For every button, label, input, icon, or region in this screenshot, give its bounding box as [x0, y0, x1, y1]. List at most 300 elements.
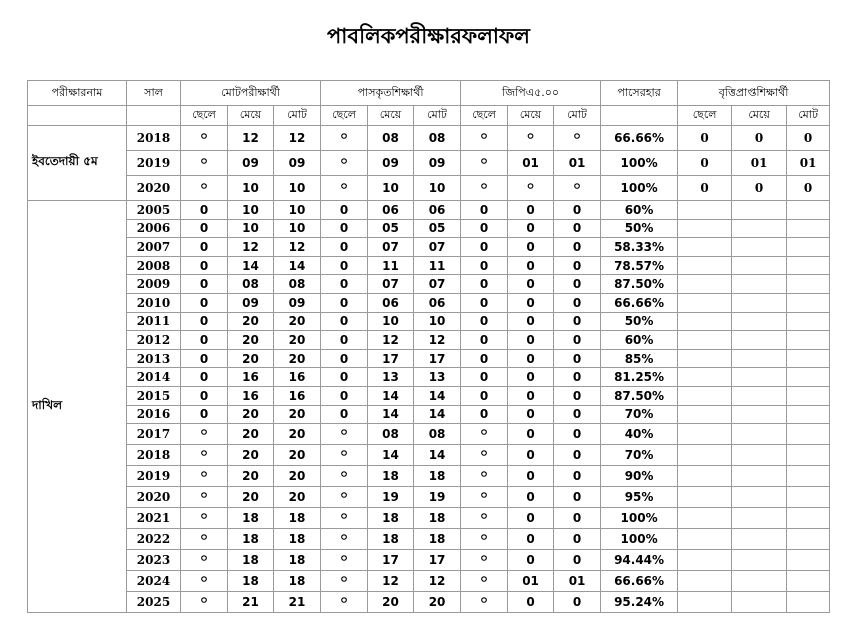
- total-girls-cell: 09: [228, 293, 274, 312]
- scholar-girls-cell: [732, 466, 787, 487]
- table-row: [28, 151, 830, 176]
- passed-students-header: পাসকৃতশিক্ষার্থী: [321, 81, 461, 106]
- gpa-girls-cell: 0: [508, 405, 554, 424]
- total-girls-cell: 20: [228, 331, 274, 350]
- gpa-girls-cell: 0: [508, 238, 554, 257]
- scholar-total-cell: 0: [787, 176, 830, 201]
- scholar-girls-cell: 0: [732, 176, 787, 201]
- passed-boys-cell: ০: [321, 550, 368, 571]
- gpa-girls-cell: 0: [508, 386, 554, 405]
- scholar-girls-cell: [732, 487, 787, 508]
- total-girls-cell: 10: [228, 201, 274, 220]
- total-girls-cell: 20: [228, 349, 274, 368]
- total-girls-cell: 12: [228, 126, 274, 151]
- table-row: [28, 176, 830, 201]
- scholar-girls-cell: [732, 275, 787, 294]
- passed-boys-cell: ০: [321, 424, 368, 445]
- passed-total-cell: 09: [414, 151, 461, 176]
- boy-header: ছেলে: [181, 106, 228, 126]
- year-cell: 2012: [127, 331, 181, 350]
- gpa-boys-cell: ০: [461, 445, 508, 466]
- pass-rate-cell: 95.24%: [601, 592, 678, 613]
- total-girls-cell: 20: [228, 487, 274, 508]
- passed-boys-cell: ০: [321, 487, 368, 508]
- passed-total-cell: 06: [414, 201, 461, 220]
- table-row: [28, 571, 830, 592]
- total-girls-cell: 20: [228, 405, 274, 424]
- girl-header: মেয়ে: [508, 106, 554, 126]
- total-boys-cell: ০: [181, 571, 228, 592]
- passed-total-cell: 05: [414, 219, 461, 238]
- scholar-girls-cell: [732, 256, 787, 275]
- table-row: [28, 331, 830, 350]
- table-row: [28, 529, 830, 550]
- passed-girls-cell: 18: [368, 529, 414, 550]
- gpa-boys-cell: ০: [461, 550, 508, 571]
- passed-girls-cell: 07: [368, 275, 414, 294]
- year-cell: 2019: [127, 151, 181, 176]
- total-boys-cell: 0: [181, 349, 228, 368]
- scholar-boys-cell: [678, 312, 732, 331]
- gpa-girls-cell: 01: [508, 571, 554, 592]
- scholar-boys-cell: [678, 256, 732, 275]
- scholar-girls-cell: [732, 592, 787, 613]
- total-girls-cell: 21: [228, 592, 274, 613]
- total-header: মোট: [274, 106, 321, 126]
- exam-name-cell: ইবতেদায়ী ৫ম: [28, 126, 127, 201]
- total-girls-cell: 14: [228, 256, 274, 275]
- total-examinees-header: মোটপরীক্ষার্থী: [181, 81, 321, 106]
- exam-name-header: পরীক্ষারনাম: [28, 81, 127, 106]
- scholar-girls-cell: 0: [732, 126, 787, 151]
- gpa-boys-cell: ০: [461, 508, 508, 529]
- scholar-boys-cell: [678, 592, 732, 613]
- girl-header: মেয়ে: [732, 106, 787, 126]
- table-row: [28, 386, 830, 405]
- table-row: [28, 445, 830, 466]
- passed-boys-cell: ০: [321, 445, 368, 466]
- passed-total-cell: 12: [414, 571, 461, 592]
- passed-boys-cell: ০: [321, 508, 368, 529]
- pass-rate-cell: 100%: [601, 508, 678, 529]
- total-boys-cell: ০: [181, 508, 228, 529]
- passed-boys-cell: 0: [321, 275, 368, 294]
- total-girls-cell: 09: [228, 151, 274, 176]
- total-all-cell: 08: [274, 275, 321, 294]
- total-all-cell: 20: [274, 487, 321, 508]
- year-cell: 2018: [127, 445, 181, 466]
- passed-total-cell: 11: [414, 256, 461, 275]
- scholar-girls-cell: [732, 368, 787, 387]
- gpa-total-cell: 0: [554, 487, 601, 508]
- gpa-boys-cell: ০: [461, 126, 508, 151]
- pass-rate-cell: 70%: [601, 405, 678, 424]
- year-cell: 2024: [127, 571, 181, 592]
- gpa-boys-cell: 0: [461, 349, 508, 368]
- gpa-total-cell: 0: [554, 238, 601, 257]
- scholar-total-cell: [787, 219, 830, 238]
- passed-girls-cell: 14: [368, 405, 414, 424]
- table-row: [28, 126, 830, 151]
- total-boys-cell: 0: [181, 331, 228, 350]
- scholar-girls-cell: [732, 424, 787, 445]
- scholar-total-cell: [787, 405, 830, 424]
- scholar-boys-cell: [678, 368, 732, 387]
- year-cell: 2016: [127, 405, 181, 424]
- passed-girls-cell: 18: [368, 466, 414, 487]
- year-cell: 2010: [127, 293, 181, 312]
- passed-girls-cell: 14: [368, 445, 414, 466]
- gpa-boys-cell: 0: [461, 275, 508, 294]
- passed-boys-cell: ০: [321, 529, 368, 550]
- passed-total-cell: 18: [414, 466, 461, 487]
- passed-girls-cell: 20: [368, 592, 414, 613]
- scholar-boys-cell: [678, 293, 732, 312]
- gpa-girls-cell: 0: [508, 256, 554, 275]
- gpa-girls-cell: 0: [508, 508, 554, 529]
- passed-girls-cell: 12: [368, 331, 414, 350]
- gpa-boys-cell: ০: [461, 424, 508, 445]
- scholar-total-cell: [787, 293, 830, 312]
- table-row: [28, 424, 830, 445]
- passed-girls-cell: 10: [368, 312, 414, 331]
- scholar-total-cell: [787, 592, 830, 613]
- total-girls-cell: 18: [228, 571, 274, 592]
- passed-total-cell: 07: [414, 238, 461, 257]
- scholar-boys-cell: 0: [678, 126, 732, 151]
- total-boys-cell: 0: [181, 405, 228, 424]
- total-boys-cell: ০: [181, 529, 228, 550]
- scholar-total-cell: [787, 256, 830, 275]
- gpa-total-cell: 0: [554, 424, 601, 445]
- total-all-cell: 18: [274, 571, 321, 592]
- gpa-girls-cell: 0: [508, 529, 554, 550]
- total-girls-cell: 20: [228, 445, 274, 466]
- scholar-girls-cell: [732, 349, 787, 368]
- year-cell: 2020: [127, 176, 181, 201]
- year-cell: 2025: [127, 592, 181, 613]
- gpa-total-cell: 0: [554, 331, 601, 350]
- pass-rate-cell: 50%: [601, 312, 678, 331]
- scholar-boys-cell: [678, 219, 732, 238]
- passed-total-cell: 18: [414, 529, 461, 550]
- scholar-total-cell: [787, 331, 830, 350]
- total-girls-cell: 16: [228, 368, 274, 387]
- total-all-cell: 20: [274, 466, 321, 487]
- passed-girls-cell: 17: [368, 550, 414, 571]
- passed-girls-cell: 05: [368, 219, 414, 238]
- scholar-boys-cell: [678, 424, 732, 445]
- gpa-boys-cell: 0: [461, 293, 508, 312]
- girl-header: মেয়ে: [368, 106, 414, 126]
- scholar-girls-cell: [732, 386, 787, 405]
- pass-rate-cell: 94.44%: [601, 550, 678, 571]
- pass-rate-header: পাসেরহার: [601, 81, 678, 106]
- pass-rate-cell: 60%: [601, 201, 678, 220]
- total-boys-cell: ০: [181, 466, 228, 487]
- scholar-boys-cell: 0: [678, 176, 732, 201]
- scholar-boys-cell: [678, 466, 732, 487]
- passed-girls-cell: 10: [368, 176, 414, 201]
- passed-total-cell: 14: [414, 405, 461, 424]
- passed-total-cell: 14: [414, 445, 461, 466]
- gpa-boys-cell: ০: [461, 466, 508, 487]
- total-all-cell: 20: [274, 349, 321, 368]
- pass-rate-cell: 40%: [601, 424, 678, 445]
- gpa-boys-cell: ০: [461, 176, 508, 201]
- gpa-boys-cell: ০: [461, 571, 508, 592]
- passed-total-cell: 10: [414, 312, 461, 331]
- total-boys-cell: 0: [181, 312, 228, 331]
- scholar-boys-cell: [678, 201, 732, 220]
- exam-name-cell: দাখিল: [28, 201, 127, 613]
- scholar-boys-cell: [678, 550, 732, 571]
- pass-rate-cell: 66.66%: [601, 571, 678, 592]
- gpa-girls-cell: 0: [508, 275, 554, 294]
- total-girls-cell: 16: [228, 386, 274, 405]
- total-girls-cell: 18: [228, 508, 274, 529]
- total-all-cell: 20: [274, 445, 321, 466]
- total-boys-cell: ০: [181, 445, 228, 466]
- gpa-boys-cell: 0: [461, 201, 508, 220]
- total-girls-cell: 20: [228, 424, 274, 445]
- pass-rate-cell: 100%: [601, 151, 678, 176]
- table-row: [28, 405, 830, 424]
- scholar-girls-cell: [732, 405, 787, 424]
- scholar-total-cell: [787, 275, 830, 294]
- total-boys-cell: 0: [181, 275, 228, 294]
- total-header: মোট: [414, 106, 461, 126]
- passed-girls-cell: 06: [368, 293, 414, 312]
- scholar-total-cell: [787, 312, 830, 331]
- scholarship-header: বৃত্তিপ্রাপ্তশিক্ষার্থী: [678, 81, 830, 106]
- gpa-boys-cell: 0: [461, 312, 508, 331]
- year-cell: 2017: [127, 424, 181, 445]
- gpa-boys-cell: ০: [461, 592, 508, 613]
- scholar-girls-cell: [732, 293, 787, 312]
- total-girls-cell: 10: [228, 176, 274, 201]
- gpa-boys-cell: 0: [461, 405, 508, 424]
- scholar-total-cell: [787, 368, 830, 387]
- total-boys-cell: ০: [181, 151, 228, 176]
- passed-boys-cell: 0: [321, 312, 368, 331]
- scholar-girls-cell: [732, 219, 787, 238]
- total-boys-cell: 0: [181, 201, 228, 220]
- passed-girls-cell: 13: [368, 368, 414, 387]
- table-row: [28, 592, 830, 613]
- passed-total-cell: 08: [414, 126, 461, 151]
- pass-rate-cell: 78.57%: [601, 256, 678, 275]
- scholar-total-cell: [787, 424, 830, 445]
- passed-girls-cell: 18: [368, 508, 414, 529]
- year-cell: 2006: [127, 219, 181, 238]
- gpa-girls-cell: 0: [508, 466, 554, 487]
- total-all-cell: 16: [274, 368, 321, 387]
- total-boys-cell: ০: [181, 487, 228, 508]
- pass-rate-cell: 95%: [601, 487, 678, 508]
- scholar-total-cell: [787, 238, 830, 257]
- scholar-boys-cell: [678, 445, 732, 466]
- gpa-total-cell: 0: [554, 368, 601, 387]
- total-all-cell: 10: [274, 176, 321, 201]
- pass-rate-cell: 87.50%: [601, 275, 678, 294]
- boy-header: ছেলে: [321, 106, 368, 126]
- passed-total-cell: 17: [414, 550, 461, 571]
- pass-rate-cell: 85%: [601, 349, 678, 368]
- passed-girls-cell: 08: [368, 424, 414, 445]
- scholar-girls-cell: [732, 529, 787, 550]
- scholar-total-cell: [787, 508, 830, 529]
- gpa-total-cell: 0: [554, 386, 601, 405]
- passed-total-cell: 08: [414, 424, 461, 445]
- total-boys-cell: 0: [181, 238, 228, 257]
- total-all-cell: 18: [274, 508, 321, 529]
- pass-rate-cell: 100%: [601, 529, 678, 550]
- scholar-boys-cell: [678, 571, 732, 592]
- gpa-girls-cell: 0: [508, 487, 554, 508]
- dakhil-group: [28, 201, 830, 613]
- gpa-boys-cell: 0: [461, 386, 508, 405]
- gpa-girls-cell: 0: [508, 424, 554, 445]
- gpa-total-cell: 0: [554, 275, 601, 294]
- pass-rate-cell: 60%: [601, 331, 678, 350]
- ibtedayi-group: [28, 126, 830, 201]
- table-row: [28, 312, 830, 331]
- total-all-cell: 18: [274, 529, 321, 550]
- total-boys-cell: 0: [181, 368, 228, 387]
- passed-boys-cell: 0: [321, 405, 368, 424]
- total-all-cell: 20: [274, 331, 321, 350]
- passed-girls-cell: 17: [368, 349, 414, 368]
- gpa-girls-cell: ০: [508, 126, 554, 151]
- gpa-total-cell: 0: [554, 445, 601, 466]
- scholar-total-cell: [787, 550, 830, 571]
- scholar-girls-cell: [732, 238, 787, 257]
- pass-rate-cell: 50%: [601, 219, 678, 238]
- scholar-boys-cell: [678, 349, 732, 368]
- year-cell: 2023: [127, 550, 181, 571]
- passed-girls-cell: 06: [368, 201, 414, 220]
- total-all-cell: 16: [274, 386, 321, 405]
- total-all-cell: 18: [274, 550, 321, 571]
- total-header: মোট: [787, 106, 830, 126]
- passed-boys-cell: 0: [321, 238, 368, 257]
- gpa-total-cell: 0: [554, 219, 601, 238]
- total-all-cell: 20: [274, 312, 321, 331]
- total-girls-cell: 10: [228, 219, 274, 238]
- total-boys-cell: ০: [181, 126, 228, 151]
- gpa-boys-cell: 0: [461, 238, 508, 257]
- scholar-total-cell: [787, 571, 830, 592]
- year-cell: 2007: [127, 238, 181, 257]
- gpa-boys-cell: ০: [461, 151, 508, 176]
- passed-girls-cell: 08: [368, 126, 414, 151]
- total-boys-cell: 0: [181, 256, 228, 275]
- scholar-total-cell: [787, 466, 830, 487]
- year-cell: 2011: [127, 312, 181, 331]
- scholar-girls-cell: [732, 550, 787, 571]
- gpa-girls-cell: 0: [508, 592, 554, 613]
- passed-total-cell: 20: [414, 592, 461, 613]
- pass-rate-cell: 100%: [601, 176, 678, 201]
- table-row: [28, 293, 830, 312]
- scholar-boys-cell: [678, 487, 732, 508]
- scholar-boys-cell: [678, 275, 732, 294]
- header-row: [28, 81, 830, 106]
- scholar-total-cell: 0: [787, 126, 830, 151]
- total-boys-cell: ০: [181, 424, 228, 445]
- passed-boys-cell: ০: [321, 466, 368, 487]
- results-table: [27, 80, 830, 613]
- total-all-cell: 09: [274, 293, 321, 312]
- scholar-boys-cell: [678, 331, 732, 350]
- empty-cell: [28, 106, 127, 126]
- year-cell: 2009: [127, 275, 181, 294]
- passed-girls-cell: 11: [368, 256, 414, 275]
- year-cell: 2021: [127, 508, 181, 529]
- gpa-boys-cell: 0: [461, 219, 508, 238]
- passed-total-cell: 07: [414, 275, 461, 294]
- pass-rate-cell: 70%: [601, 445, 678, 466]
- gpa-boys-cell: ০: [461, 487, 508, 508]
- total-all-cell: 20: [274, 424, 321, 445]
- scholar-total-cell: [787, 201, 830, 220]
- year-cell: 2005: [127, 201, 181, 220]
- gpa-total-cell: 01: [554, 571, 601, 592]
- pass-rate-cell: 66.66%: [601, 126, 678, 151]
- gpa-boys-cell: ০: [461, 529, 508, 550]
- gpa-boys-cell: 0: [461, 331, 508, 350]
- scholar-total-cell: [787, 487, 830, 508]
- total-all-cell: 21: [274, 592, 321, 613]
- scholar-total-cell: [787, 386, 830, 405]
- gpa-girls-cell: 0: [508, 201, 554, 220]
- year-cell: 2019: [127, 466, 181, 487]
- year-cell: 2018: [127, 126, 181, 151]
- scholar-girls-cell: [732, 201, 787, 220]
- gpa-total-cell: 0: [554, 312, 601, 331]
- scholar-total-cell: [787, 529, 830, 550]
- pass-rate-cell: 66.66%: [601, 293, 678, 312]
- table-row: [28, 219, 830, 238]
- table-row: [28, 466, 830, 487]
- total-boys-cell: ০: [181, 592, 228, 613]
- passed-boys-cell: ০: [321, 151, 368, 176]
- scholar-girls-cell: [732, 331, 787, 350]
- gpa-total-cell: ০: [554, 176, 601, 201]
- gpa-girls-cell: 0: [508, 293, 554, 312]
- passed-boys-cell: ০: [321, 176, 368, 201]
- table-row: [28, 508, 830, 529]
- passed-boys-cell: ০: [321, 592, 368, 613]
- total-all-cell: 12: [274, 126, 321, 151]
- total-boys-cell: ০: [181, 550, 228, 571]
- empty-cell: [127, 106, 181, 126]
- table-row: [28, 256, 830, 275]
- gpa-girls-cell: 0: [508, 550, 554, 571]
- total-all-cell: 10: [274, 201, 321, 220]
- pass-rate-cell: 58.33%: [601, 238, 678, 257]
- passed-boys-cell: 0: [321, 349, 368, 368]
- gpa-total-cell: 0: [554, 508, 601, 529]
- passed-total-cell: 18: [414, 508, 461, 529]
- gpa-girls-cell: 0: [508, 331, 554, 350]
- scholar-total-cell: 01: [787, 151, 830, 176]
- scholar-boys-cell: [678, 405, 732, 424]
- passed-boys-cell: 0: [321, 368, 368, 387]
- scholar-boys-cell: 0: [678, 151, 732, 176]
- scholar-boys-cell: [678, 508, 732, 529]
